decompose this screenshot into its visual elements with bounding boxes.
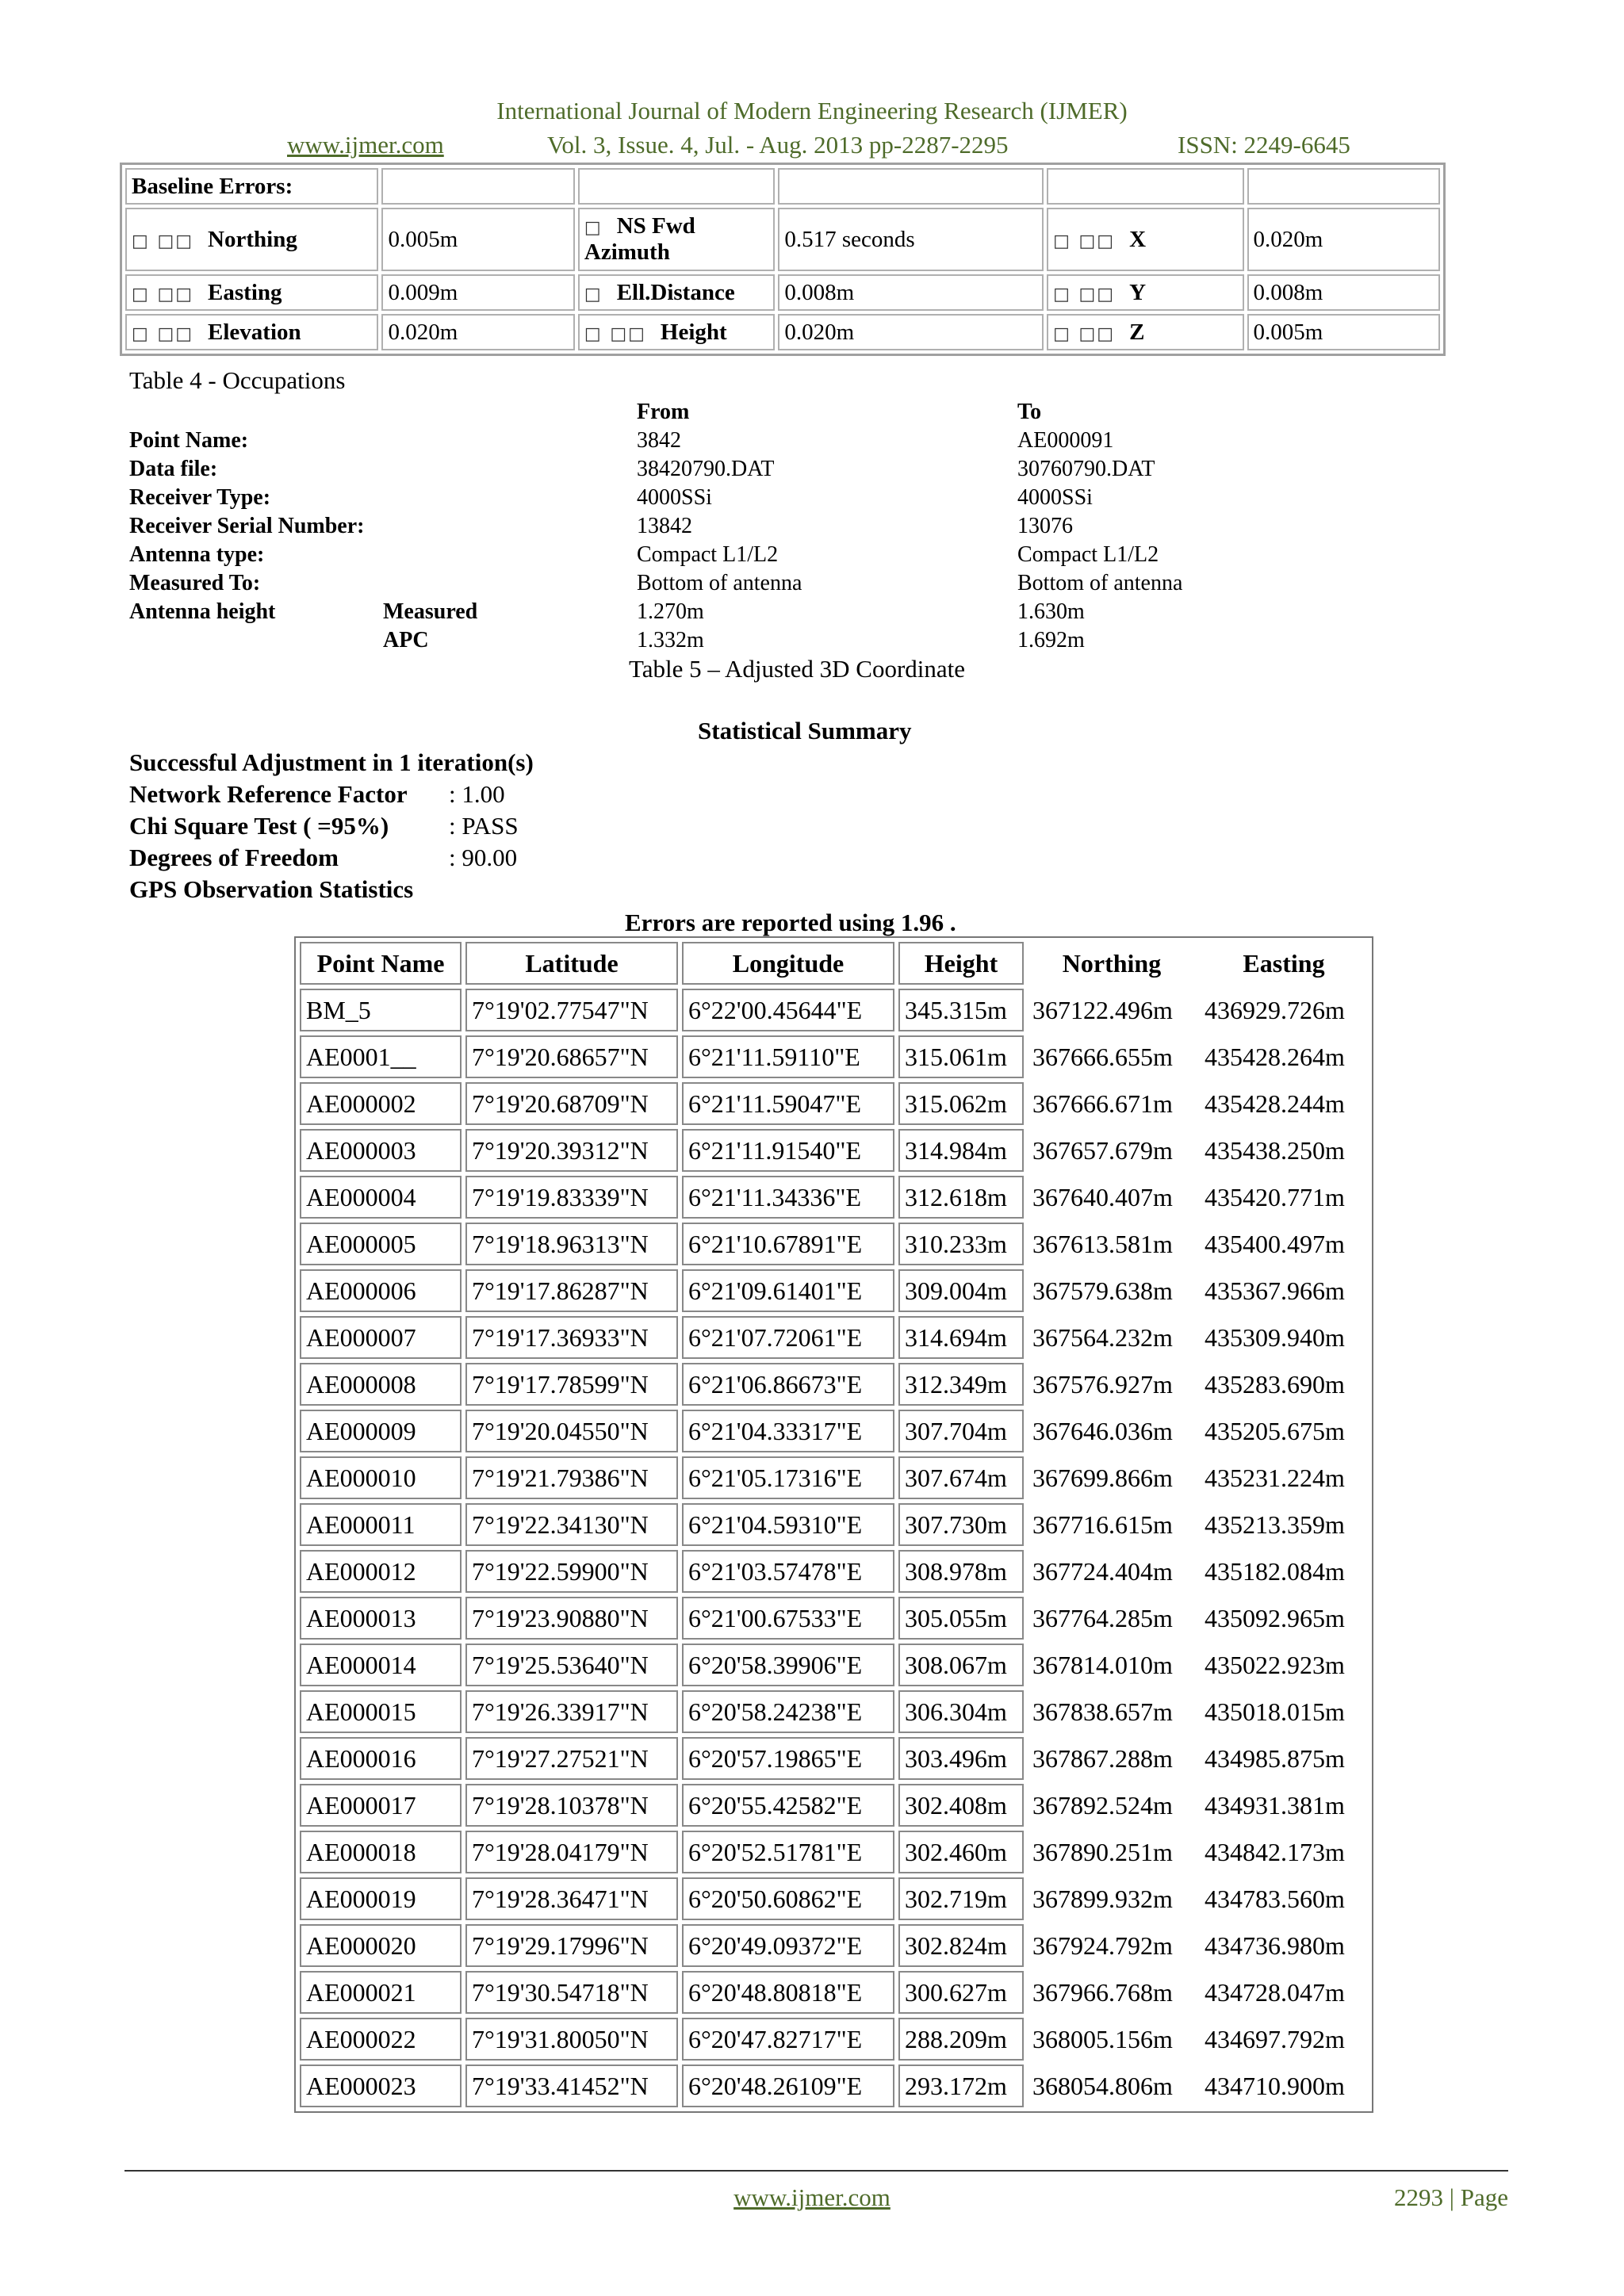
occupation-to: Bottom of antenna [1017,571,1183,595]
z-label: □ □□ Z [1047,314,1243,350]
to-heading: To [1017,400,1042,424]
easting-cell: 434985.875m [1205,1743,1345,1773]
easting-label: □ □□ Easting [125,274,378,311]
occupation-label: Data file: [129,457,218,481]
easting-cell: 435213.359m [1205,1510,1345,1539]
latitude-cell: 7°19'20.68709"N [465,1082,678,1125]
statistical-summary-title: Statistical Summary [698,717,912,744]
longitude-cell: 6°21'05.17316"E [682,1456,894,1499]
height-cell: 307.730m [898,1503,1024,1546]
ell-distance-label: □ Ell.Distance [578,274,775,311]
from-heading: From [637,400,690,424]
table-row [300,1410,1368,1452]
point-name-cell: AE000015 [300,1690,462,1733]
height-cell: 310.233m [898,1223,1024,1265]
occupation-to: 4000SSi [1017,485,1093,510]
height-cell: 308.067m [898,1644,1024,1686]
latitude-cell: 7°19'30.54718"N [465,1971,678,2014]
height-cell: 309.004m [898,1269,1024,1312]
easting-value: 0.009m [381,274,574,311]
list-item [129,842,534,874]
point-name-cell: AE000006 [300,1269,462,1312]
longitude-cell: 6°21'06.86673"E [682,1363,894,1406]
easting-cell: 435231.224m [1205,1463,1345,1492]
table-row [125,314,1440,350]
point-name-cell: AE000013 [300,1597,462,1640]
occupation-to: AE000091 [1017,428,1114,453]
occupation-sublabel: APC [383,628,429,652]
ns-fwd-azimuth-label: □ NS Fwd Azimuth [578,208,775,271]
missing-symbol-icon: □ □□ [584,323,646,344]
table-row [300,989,1368,1031]
table-row [300,1831,1368,1873]
table-row [300,1690,1368,1733]
height-cell: 303.496m [898,1737,1024,1780]
northing-cell: 367576.927m [1032,1369,1173,1399]
latitude-cell: 7°19'20.04550"N [465,1410,678,1452]
latitude-cell: 7°19'17.36933"N [465,1316,678,1359]
longitude-cell: 6°21'00.67533"E [682,1597,894,1640]
table-row [300,2018,1368,2061]
longitude-cell: 6°21'11.34336"E [682,1176,894,1219]
empty-cell [1247,168,1440,205]
height-cell: 302.408m [898,1784,1024,1827]
table-row [300,1176,1368,1219]
northing-cell: 367892.524m [1032,1790,1173,1820]
occupation-to: 13076 [1017,514,1073,538]
point-name-cell: AE000020 [300,1924,462,1967]
latitude-cell: 7°19'33.41452"N [465,2064,678,2107]
longitude-cell: 6°20'55.42582"E [682,1784,894,1827]
point-name-cell: AE000007 [300,1316,462,1359]
ns-fwd-azimuth-value: 0.517 seconds [778,208,1044,271]
table-row [300,1971,1368,2014]
header-issn: ISSN: 2249-6645 [1178,131,1350,159]
occupation-label: Antenna type: [129,542,265,567]
occupation-label: Antenna height [129,599,276,624]
northing-cell: 367122.496m [1032,995,1173,1024]
longitude-cell: 6°21'04.59310"E [682,1503,894,1546]
height-cell: 315.061m [898,1035,1024,1078]
list-item [129,779,534,810]
easting-cell: 436929.726m [1205,995,1345,1024]
page-number: 2293 | Page [1394,2183,1508,2211]
baseline-errors-table [120,163,1446,356]
missing-symbol-icon: □ [584,218,603,238]
height-cell: 305.055m [898,1597,1024,1640]
latitude-cell: 7°19'27.27521"N [465,1737,678,1780]
latitude-cell: 7°19'25.53640"N [465,1644,678,1686]
latitude-cell: 7°19'20.39312"N [465,1129,678,1172]
footer-url-link[interactable]: www.ijmer.com [733,2183,891,2211]
latitude-cell: 7°19'31.80050"N [465,2018,678,2061]
point-name-cell: AE000005 [300,1223,462,1265]
height-cell: 312.618m [898,1176,1024,1219]
table-row [300,1737,1368,1780]
easting-cell: 435367.966m [1205,1276,1345,1305]
height-cell: 302.460m [898,1831,1024,1873]
elevation-label: □ □□ Elevation [125,314,378,350]
point-name-cell: AE000012 [300,1550,462,1593]
latitude-cell: 7°19'22.59900"N [465,1550,678,1593]
easting-cell: 434931.381m [1205,1790,1345,1820]
list-item [129,810,534,842]
easting-cell: 435420.771m [1205,1182,1345,1211]
longitude-cell: 6°20'58.39906"E [682,1644,894,1686]
northing-cell: 367724.404m [1032,1556,1173,1586]
occupation-to: 1.692m [1017,628,1085,652]
col-longitude: Longitude [682,942,894,985]
easting-cell: 435438.250m [1205,1135,1345,1165]
occupation-to: Compact L1/L2 [1017,542,1159,567]
table-row [300,1269,1368,1312]
longitude-cell: 6°21'09.61401"E [682,1269,894,1312]
northing-cell: 367699.866m [1032,1463,1173,1492]
occupation-to: 1.630m [1017,599,1085,624]
latitude-cell: 7°19'21.79386"N [465,1456,678,1499]
longitude-cell: 6°21'03.57478"E [682,1550,894,1593]
table-row [300,1644,1368,1686]
point-name-cell: AE000014 [300,1644,462,1686]
table-row [300,1597,1368,1640]
baseline-errors-title: Baseline Errors: [125,168,378,205]
easting-cell: 435205.675m [1205,1416,1345,1445]
northing-cell: 367613.581m [1032,1229,1173,1258]
height-cell: 307.674m [898,1456,1024,1499]
northing-cell: 367966.768m [1032,1977,1173,2007]
list-item [129,747,534,779]
missing-symbol-icon: □ □□ [132,323,194,344]
occupation-from: Compact L1/L2 [637,542,779,567]
chi-square-label: Chi Square Test ( =95%) [129,812,389,840]
col-easting: Easting [1243,948,1325,978]
table4-caption: Table 4 - Occupations [129,366,346,394]
dof-label: Degrees of Freedom [129,844,339,871]
empty-cell [778,168,1044,205]
empty-cell [578,168,775,205]
occupation-from: 4000SSi [637,485,712,510]
easting-cell: 434697.792m [1205,2024,1345,2053]
table-row [300,1456,1368,1499]
latitude-cell: 7°19'28.36471"N [465,1877,678,1920]
occupation-label: Measured To: [129,571,261,595]
occupation-sublabel: Measured [383,599,478,624]
northing-cell: 368005.156m [1032,2024,1173,2053]
point-name-cell: AE0001__ [300,1035,462,1078]
height-cell: 302.824m [898,1924,1024,1967]
y-value: 0.008m [1247,274,1440,311]
header-url-link[interactable]: www.ijmer.com [287,131,444,159]
point-name-cell: AE000023 [300,2064,462,2107]
table-row [300,1035,1368,1078]
table-row [300,1924,1368,1967]
occupation-from: 3842 [637,428,681,453]
point-name-cell: AE000017 [300,1784,462,1827]
missing-symbol-icon: □ □□ [1053,284,1116,304]
longitude-cell: 6°20'49.09372"E [682,1924,894,1967]
northing-cell: 367640.407m [1032,1182,1173,1211]
easting-cell: 435182.084m [1205,1556,1345,1586]
longitude-cell: 6°20'50.60862"E [682,1877,894,1920]
point-name-cell: AE000004 [300,1176,462,1219]
x-value: 0.020m [1247,208,1440,271]
footer-divider [124,2170,1508,2172]
point-name-cell: AE000010 [300,1456,462,1499]
latitude-cell: 7°19'17.86287"N [465,1269,678,1312]
chi-square-value: : PASS [449,812,519,840]
height-cell: 314.694m [898,1316,1024,1359]
z-value: 0.005m [1247,314,1440,350]
northing-value: 0.005m [381,208,574,271]
latitude-cell: 7°19'22.34130"N [465,1503,678,1546]
northing-cell: 368054.806m [1032,2071,1173,2100]
point-name-cell: BM_5 [300,989,462,1031]
height-cell: 302.719m [898,1877,1024,1920]
y-label: □ □□ Y [1047,274,1243,311]
easting-cell: 434736.980m [1205,1931,1345,1960]
northing-cell: 367564.232m [1032,1322,1173,1352]
height-cell: 314.984m [898,1129,1024,1172]
longitude-cell: 6°20'52.51781"E [682,1831,894,1873]
point-name-cell: AE000002 [300,1082,462,1125]
occupation-from: 1.270m [637,599,704,624]
point-name-cell: AE000019 [300,1877,462,1920]
col-latitude: Latitude [465,942,678,985]
latitude-cell: 7°19'20.68657"N [465,1035,678,1078]
latitude-cell: 7°19'29.17996"N [465,1924,678,1967]
northing-cell: 367867.288m [1032,1743,1173,1773]
northing-cell: 367666.655m [1032,1042,1173,1071]
easting-cell: 435428.244m [1205,1089,1345,1118]
easting-cell: 435309.940m [1205,1322,1345,1352]
table5-caption: Table 5 – Adjusted 3D Coordinate [629,655,966,683]
latitude-cell: 7°19'26.33917"N [465,1690,678,1733]
nrf-label: Network Reference Factor [129,780,408,808]
table-row [300,1503,1368,1546]
northing-cell: 367814.010m [1032,1650,1173,1679]
table-row [300,1363,1368,1406]
longitude-cell: 6°20'58.24238"E [682,1690,894,1733]
longitude-cell: 6°21'07.72061"E [682,1316,894,1359]
northing-cell: 367646.036m [1032,1416,1173,1445]
height-cell: 315.062m [898,1082,1024,1125]
height-cell: 307.704m [898,1410,1024,1452]
table-row [300,1129,1368,1172]
northing-label: □ □□ Northing [125,208,378,271]
latitude-cell: 7°19'28.04179"N [465,1831,678,1873]
easting-cell: 435022.923m [1205,1650,1345,1679]
northing-cell: 367890.251m [1032,1837,1173,1866]
header-volume: Vol. 3, Issue. 4, Jul. - Aug. 2013 pp-2287-2295 [547,131,1009,159]
occupation-from: Bottom of antenna [637,571,802,595]
missing-symbol-icon: □ □□ [132,284,194,304]
northing-cell: 367899.932m [1032,1884,1173,1913]
height-cell: 288.209m [898,2018,1024,2061]
list-item [129,874,534,905]
height-cell: 306.304m [898,1690,1024,1733]
occupation-from: 13842 [637,514,692,538]
northing-cell: 367657.679m [1032,1135,1173,1165]
occupation-from: 1.332m [637,628,704,652]
longitude-cell: 6°20'48.26109"E [682,2064,894,2107]
x-label: □ □□ X [1047,208,1243,271]
point-name-cell: AE000018 [300,1831,462,1873]
latitude-cell: 7°19'19.83339"N [465,1176,678,1219]
coordinates-table [294,936,1373,2113]
empty-cell [381,168,574,205]
successful-adjustment: Successful Adjustment in 1 iteration(s) [129,748,534,776]
point-name-cell: AE000022 [300,2018,462,2061]
table-row [300,1877,1368,1920]
northing-cell: 367838.657m [1032,1697,1173,1726]
northing-cell: 367716.615m [1032,1510,1173,1539]
col-northing: Northing [1062,948,1162,978]
longitude-cell: 6°20'47.82717"E [682,2018,894,2061]
point-name-cell: AE000021 [300,1971,462,2014]
longitude-cell: 6°20'48.80818"E [682,1971,894,2014]
table-header-row [300,942,1368,985]
longitude-cell: 6°20'57.19865"E [682,1737,894,1780]
northing-cell: 367924.792m [1032,1931,1173,1960]
height-value: 0.020m [778,314,1044,350]
statistical-summary [129,747,534,905]
occupation-label: Receiver Type: [129,485,271,510]
empty-cell [1047,168,1243,205]
nrf-value: : 1.00 [449,780,505,808]
point-name-cell: AE000009 [300,1410,462,1452]
easting-cell: 435018.015m [1205,1697,1345,1726]
col-height: Height [898,942,1024,985]
latitude-cell: 7°19'17.78599"N [465,1363,678,1406]
latitude-cell: 7°19'18.96313"N [465,1223,678,1265]
latitude-cell: 7°19'28.10378"N [465,1784,678,1827]
table-row [300,1550,1368,1593]
easting-cell: 435428.264m [1205,1042,1345,1071]
missing-symbol-icon: □ [584,284,603,304]
easting-cell: 435400.497m [1205,1229,1345,1258]
latitude-cell: 7°19'02.77547"N [465,989,678,1031]
height-cell: 300.627m [898,1971,1024,2014]
table-row [125,274,1440,311]
occupation-to: 30760790.DAT [1017,457,1155,481]
easting-cell: 434728.047m [1205,1977,1345,2007]
height-cell: 345.315m [898,989,1024,1031]
col-point-name: Point Name [300,942,462,985]
height-cell: 308.978m [898,1550,1024,1593]
easting-cell: 435283.690m [1205,1369,1345,1399]
table-row [300,1082,1368,1125]
point-name-cell: AE000016 [300,1737,462,1780]
point-name-cell: AE000008 [300,1363,462,1406]
table-row [300,1316,1368,1359]
height-cell: 312.349m [898,1363,1024,1406]
northing-cell: 367666.671m [1032,1089,1173,1118]
height-label: □ □□ Height [578,314,775,350]
height-cell: 293.172m [898,2064,1024,2107]
ell-distance-value: 0.008m [778,274,1044,311]
point-name-cell: AE000011 [300,1503,462,1546]
missing-symbol-icon: □ □□ [1053,323,1116,344]
latitude-cell: 7°19'23.90880"N [465,1597,678,1640]
occupation-label: Receiver Serial Number: [129,514,365,538]
table-row [300,2064,1368,2107]
northing-cell: 367764.285m [1032,1603,1173,1632]
easting-cell: 434842.173m [1205,1837,1345,1866]
gps-observation-label: GPS Observation Statistics [129,875,414,903]
longitude-cell: 6°21'11.91540"E [682,1129,894,1172]
missing-symbol-icon: □ □□ [1053,231,1116,251]
table-row [125,208,1440,271]
elevation-value: 0.020m [381,314,574,350]
longitude-cell: 6°21'10.67891"E [682,1223,894,1265]
easting-cell: 434783.560m [1205,1884,1345,1913]
longitude-cell: 6°21'04.33317"E [682,1410,894,1452]
errors-note: Errors are reported using 1.96 . [625,909,956,936]
longitude-cell: 6°22'00.45644"E [682,989,894,1031]
table-row [300,1784,1368,1827]
easting-cell: 435092.965m [1205,1603,1345,1632]
northing-cell: 367579.638m [1032,1276,1173,1305]
occupation-label: Point Name: [129,428,249,453]
table-row [300,1223,1368,1265]
missing-symbol-icon: □ □□ [132,231,194,251]
point-name-cell: AE000003 [300,1129,462,1172]
occupation-from: 38420790.DAT [637,457,775,481]
journal-title: International Journal of Modern Engineering Research (IJMER) [496,97,1128,124]
dof-value: : 90.00 [449,844,518,871]
longitude-cell: 6°21'11.59047"E [682,1082,894,1125]
longitude-cell: 6°21'11.59110"E [682,1035,894,1078]
easting-cell: 434710.900m [1205,2071,1345,2100]
